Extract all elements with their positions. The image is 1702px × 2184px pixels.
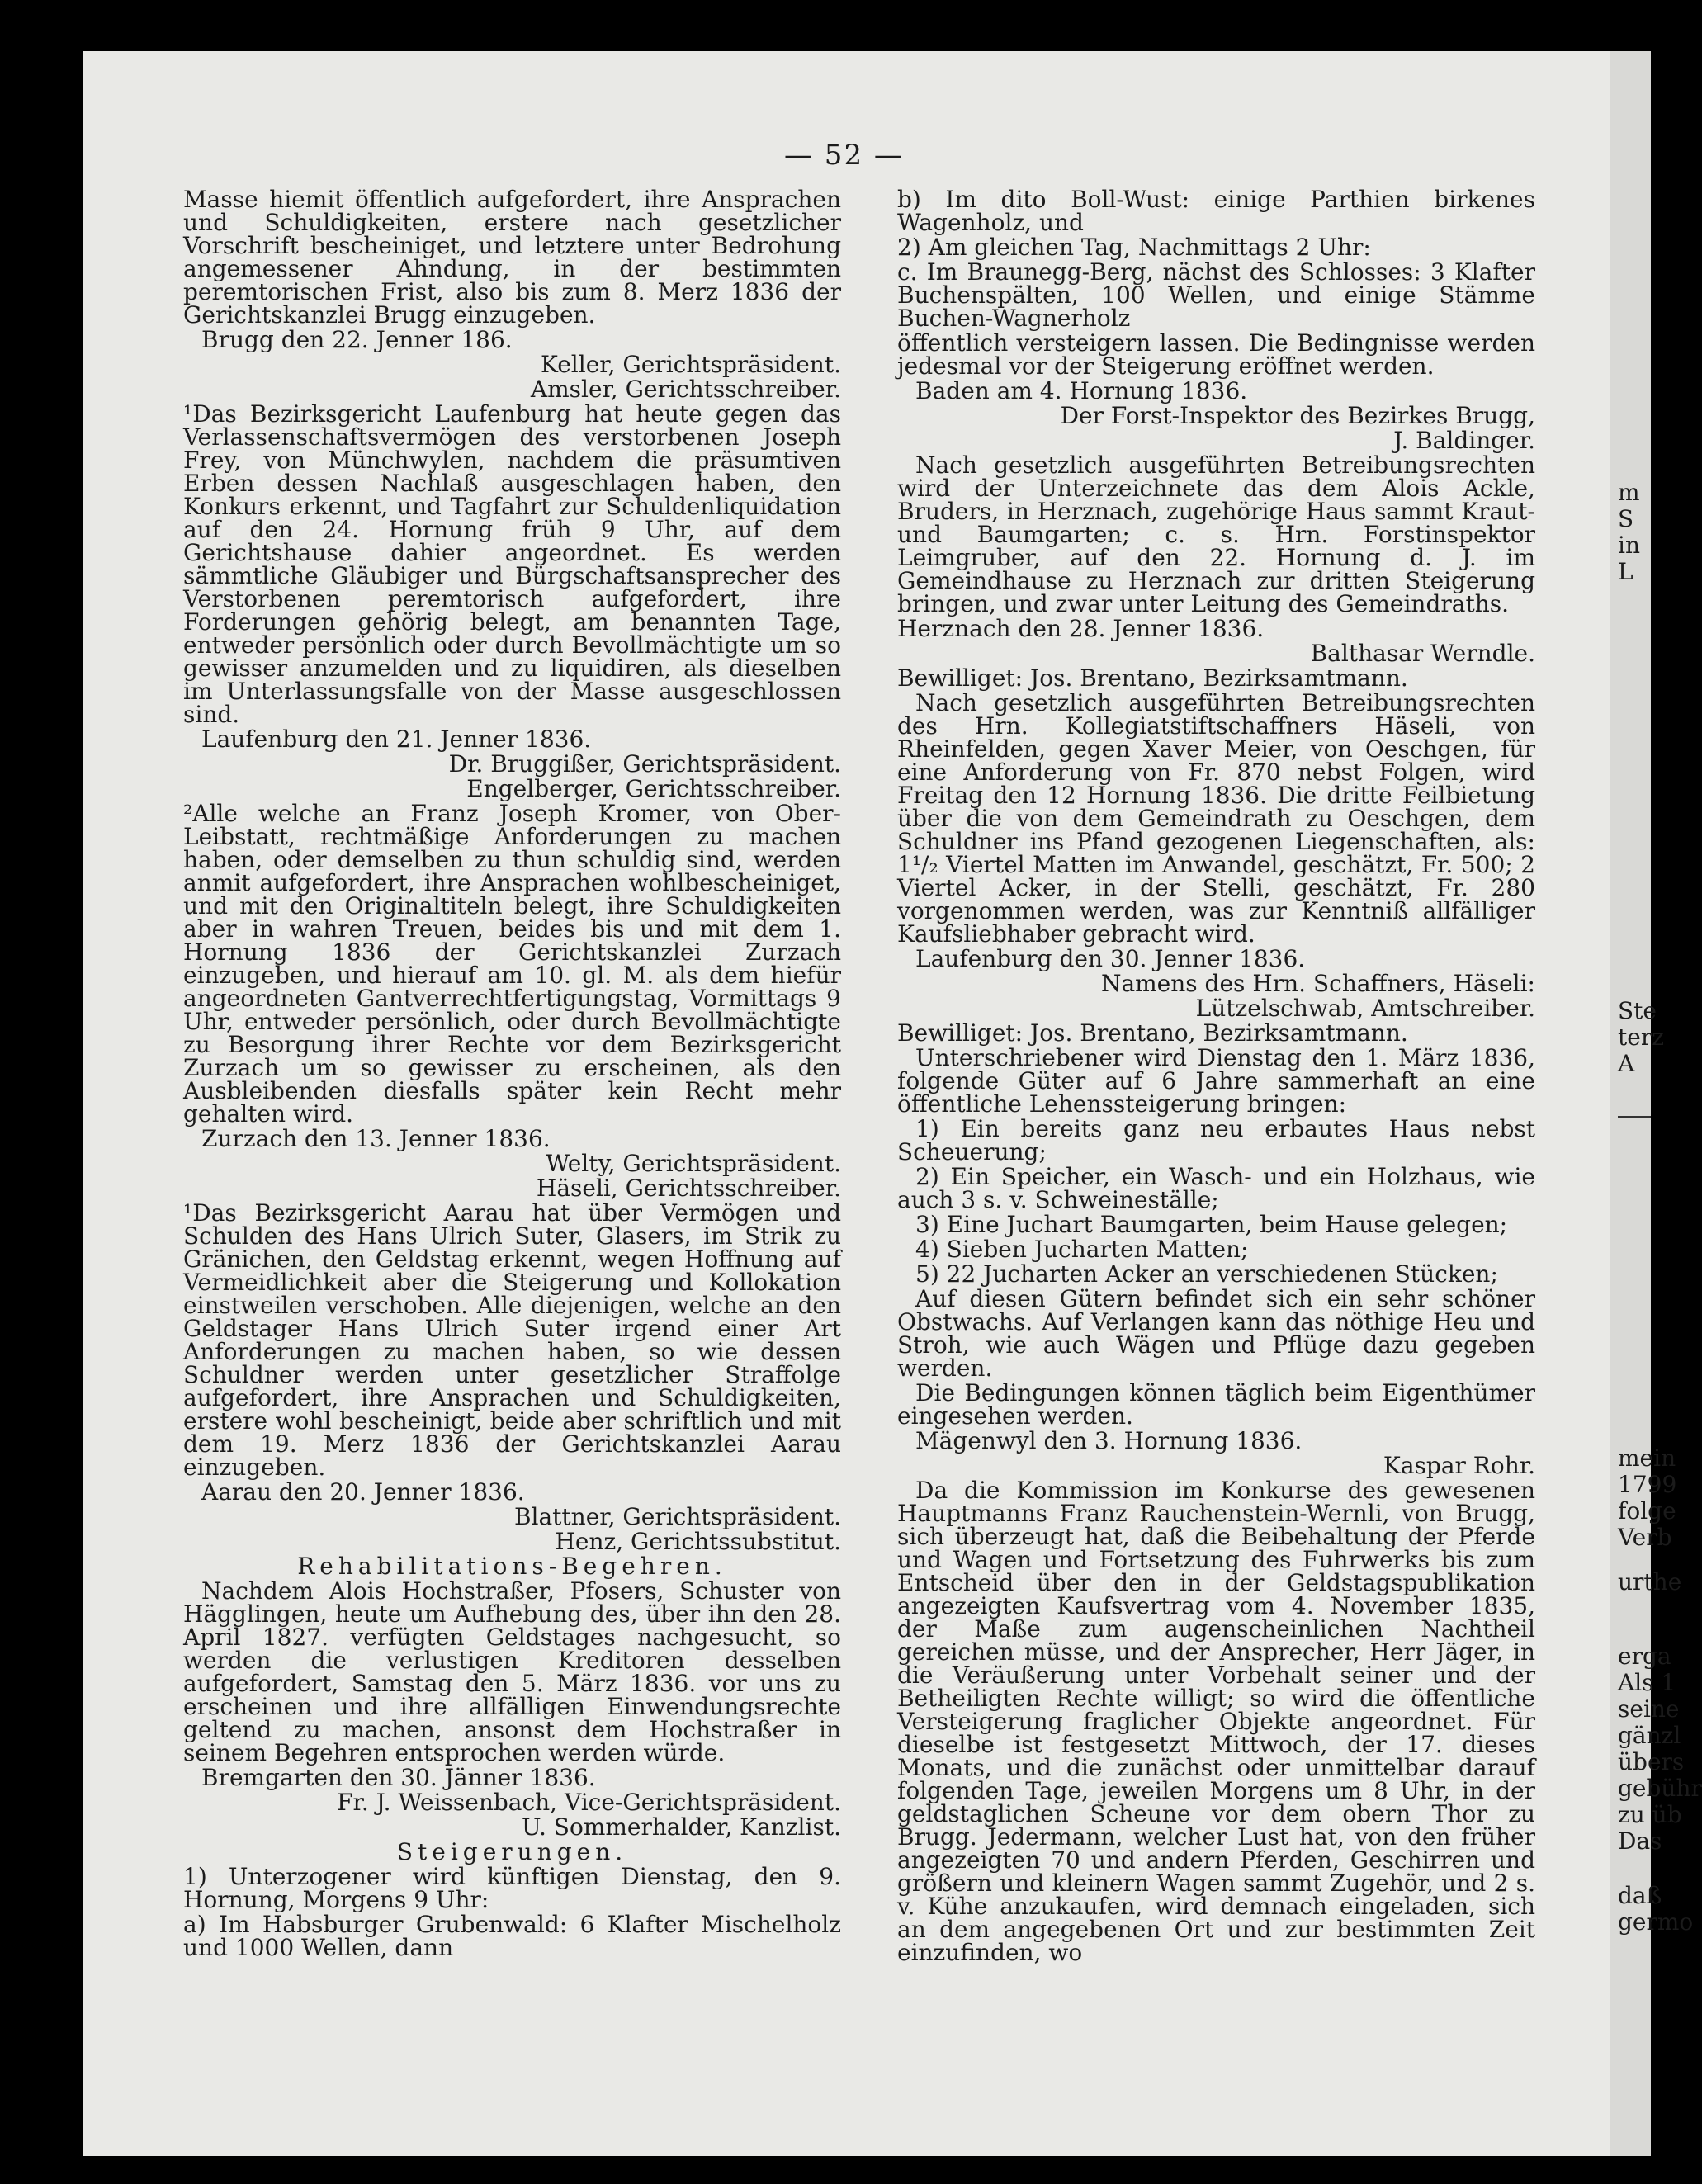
left-column-paragraph: Zurzach den 13. Jenner 1836. <box>201 1125 551 1152</box>
margin-fragment: zu üb <box>1618 1801 1682 1828</box>
margin-fragment: Ste <box>1618 997 1657 1024</box>
left-column-paragraph: ¹Das Bezirksgericht Aarau hat über Vermögen und Schulden des Hans Ulrich Suter, Glasers, im Strik zu Gränichen, den Geldstag erkennt, wegen Hoffnung auf Vermeidlichkeit aber die Steigerung und Kollokation einstweilen verschoben. Alle diejenigen, welche an den Geldstager Hans Ulrich Suter irgend einer Art Anforderungen zu machen haben, so wie dessen Schuldner werden unter gesetzlicher Straffolge aufgefordert, ihre Ansprachen und Schuldigkeiten, erstere wohl bescheinigt, beide aber schriftlich und mit dem 19. Merz 1836 der Gerichtskanzlei Aarau einzugeben. <box>183 1199 841 1481</box>
right-column-paragraph: 2) Am gleichen Tag, Nachmittags 2 Uhr: <box>897 234 1371 261</box>
margin-fragment: terz <box>1618 1023 1664 1051</box>
left-column-paragraph: Henz, Gerichtssubstitut. <box>555 1528 841 1555</box>
left-column-paragraph: Bremgarten den 30. Jänner 1836. <box>201 1764 596 1791</box>
right-column-paragraph: Der Forst-Inspektor des Bezirkes Brugg, <box>1060 402 1535 429</box>
left-column-paragraph: Blattner, Gerichtspräsident. <box>513 1503 841 1530</box>
margin-fragment: S <box>1618 505 1634 532</box>
right-column-paragraph: Mägenwyl den 3. Hornung 1836. <box>915 1427 1303 1454</box>
left-column-paragraph: Steigerungen. <box>396 1838 628 1865</box>
right-column-paragraph: Unterschriebener wird Dienstag den 1. März 1836, folgende Güter auf 6 Jahre sammerhaft an eine öffentliche Lehenssteigerung bringen: <box>897 1044 1535 1118</box>
left-column-paragraph: Keller, Gerichtspräsident. <box>541 351 841 378</box>
margin-fragment: Das <box>1618 1827 1662 1855</box>
left-column-paragraph: Rehabilitations-Begehren. <box>297 1553 727 1580</box>
margin-fragment: L <box>1618 558 1633 585</box>
right-column-paragraph: Die Bedingungen können täglich beim Eigenthümer eingesehen werden. <box>897 1379 1535 1430</box>
margin-fragment: m <box>1618 479 1640 506</box>
margin-fragment: gänzl <box>1618 1722 1681 1749</box>
right-column-paragraph: Herznach den 28. Jenner 1836. <box>897 615 1265 642</box>
margin-fragment: übers <box>1618 1748 1685 1775</box>
left-column-paragraph: ¹Das Bezirksgericht Laufenburg hat heute gegen das Verlassenschaftsvermögen des verstorbenen Joseph Frey, von Münchwylen, nachdem die präsumtiven Erben dessen Nachlaß ausgeschlagen haben, den Konkurs erkennt, und Tagfahrt zur Schuldenliquidation auf den 24. Hornung früh 9 Uhr, auf dem Gerichtshause dahier angeordnet. Es werden sämmtliche Gläubiger und Bürgschaftsansprecher des Verstorbenen peremtorisch aufgefordert, ihre Forderungen gehörig belegt, am benannten Tage, entweder persönlich oder durch Bevollmächtigte um so gewisser anzumelden und zu liquidiren, als dieselben im Unterlassungsfalle von der Masse ausgeschlossen sind. <box>183 400 841 728</box>
left-column-paragraph: Laufenburg den 21. Jenner 1836. <box>201 726 592 753</box>
left-column <box>183 188 841 1961</box>
left-column-paragraph: Häseli, Gerichtsschreiber. <box>536 1175 841 1202</box>
right-column-paragraph: Bewilliget: Jos. Brentano, Bezirksamtmann. <box>897 1019 1408 1047</box>
right-column-paragraph: öffentlich versteigern lassen. Die Bedingnisse werden jedesmal vor der Steigerung eröffnet werden. <box>897 329 1535 380</box>
right-column-paragraph: Kaspar Rohr. <box>1383 1452 1535 1479</box>
next-page-margin-fragments <box>1616 51 1702 2156</box>
right-column-paragraph: Auf diesen Gütern befindet sich ein sehr schöner Obstwachs. Auf Verlangen kann das nöthige Heu und Stroh, wie auch Wägen und Pflüge dazu gegeben werden. <box>897 1285 1535 1382</box>
left-column-paragraph: Brugg den 22. Jenner 186. <box>201 326 513 353</box>
left-column-paragraph: Nachdem Alois Hochstraßer, Pfosers, Schuster von Hägglingen, heute um Aufhebung des, über ihn den 28. April 1827. verfügten Geldstages nachgesucht, so werden die verlustigen Kreditoren desselben aufgefordert, Samstag den 5. März 1836. vor uns zu erscheinen und ihre allfälligen Einwendungsrechte geltend zu machen, ansonst dem Hochstraßer in seinem Begehren entsprochen werden würde. <box>183 1577 841 1766</box>
right-column-paragraph: Balthasar Werndle. <box>1310 640 1535 667</box>
margin-fragment: gebühr <box>1618 1775 1702 1802</box>
right-column-paragraph: 3) Eine Juchart Baumgarten, beim Hause gelegen; <box>915 1211 1508 1238</box>
left-column-paragraph: Aarau den 20. Jenner 1836. <box>201 1478 525 1506</box>
right-column-paragraph: Da die Kommission im Konkurse des gewesenen Hauptmanns Franz Rauchenstein-Wernli, von Brugg, sich überzeugt hat, daß die Beibehaltung der Pferde und Wagen und Fortsetzung des Fuhrwerks bis zum Entscheid über den in der Geldstagspublikation angezeigten Kaufsvertrag vom 4. November 1835, der Maße zum augenscheinlichen Nachtheil gereichen müsse, und der Ansprecher, Herr Jäger, in die Veräußerung unter Vorbehalt seiner und der Betheiligten Rechte willigt; so wird die öffentliche Versteigerung fraglicher Objekte angeordnet. Für dieselbe ist festgesetzt Mittwoch, der 17. dieses Monats, und die zunächst oder unmittelbar darauf folgenden Tage, jeweilen Morgens um 8 Uhr, in der geldstaglichen Scheune vor dem obern Thor zu Brugg. Jedermann, welcher Lust hat, von den früher angezeigten 70 und andern Pferden, Geschirren und größern und kleinern Wagen sammt Zugehör, und 2 s. v. Kühe anzukaufen, wird demnach eingeladen, sich an dem angegebenen Ort und zur bestimmten Zeit einzufinden, wo <box>897 1477 1535 1966</box>
right-column-paragraph: J. Baldinger. <box>1393 427 1535 454</box>
margin-fragment: 1799 <box>1618 1471 1677 1498</box>
right-column-paragraph: Lützelschwab, Amtschreiber. <box>1195 995 1535 1022</box>
right-column-paragraph: 4) Sieben Jucharten Matten; <box>915 1236 1249 1263</box>
left-column-paragraph: Fr. J. Weissenbach, Vice-Gerichtspräsident. <box>337 1789 841 1816</box>
right-column-paragraph: 2) Ein Speicher, ein Wasch- und ein Holzhaus, wie auch 3 s. v. Schweineställe; <box>897 1163 1535 1213</box>
right-column-paragraph: Namens des Hrn. Schaffners, Häseli: <box>1100 970 1535 997</box>
right-column-paragraph: b) Im dito Boll-Wust: einige Parthien birkenes Wagenholz, und <box>897 186 1535 236</box>
left-column-paragraph: U. Sommerhalder, Kanzlist. <box>521 1813 841 1841</box>
margin-fragment: daß <box>1618 1882 1662 1909</box>
left-column-paragraph: Engelberger, Gerichtsschreiber. <box>466 775 841 802</box>
margin-fragment: mein <box>1618 1444 1676 1472</box>
margin-fragment: germo <box>1618 1908 1694 1936</box>
margin-fragment: in <box>1618 532 1640 559</box>
left-column-paragraph: Masse hiemit öffentlich aufgefordert, ihre Ansprachen und Schuldigkeiten, erstere nach gesetzlicher Vorschrift bescheiniget, und letztere unter Bedrohung angemessener Ahndung, in der bestimmten peremtorischen Frist, also bis zum 8. Merz 1836 der Gerichtskanzlei Brugg einzugeben. <box>183 186 841 329</box>
margin-fragment: urthe <box>1618 1568 1682 1595</box>
right-column-paragraph: Nach gesetzlich ausgeführten Betreibungsrechten wird der Unterzeichnete das dem Alois Ackle, Bruders, in Herznach, zugehörige Haus sammt Kraut- und Baumgarten; c. s. Hrn. Forstinspektor Leimgruber, auf den 22. Hornung d. J. im Gemeindhause zu Herznach zur dritten Steigerung bringen, und zwar unter Leitung des Gemeindraths. <box>897 451 1535 617</box>
right-column-paragraph: 5) 22 Jucharten Acker an verschiedenen Stücken; <box>915 1260 1498 1288</box>
right-column-paragraph: Bewilliget: Jos. Brentano, Bezirksamtmann. <box>897 664 1408 692</box>
margin-rule <box>1618 1116 1651 1118</box>
margin-fragment: A <box>1618 1050 1635 1077</box>
left-column-paragraph: Welty, Gerichtspräsident. <box>546 1150 841 1177</box>
left-column-paragraph: ²Alle welche an Franz Joseph Kromer, von Ober-Leibstatt, rechtmäßige Anforderungen zu machen haben, oder demselben zu thun schuldig sind, werden anmit aufgefordert, ihre Ansprachen wohlbescheiniget, und mit den Originaltiteln belegt, ihre Schuldigkeiten aber in wahren Treuen, beides bis und mit dem 1. Hornung 1836 der Gerichtskanzlei Zurzach einzugeben, und hierauf am 10. gl. M. als dem hiefür angeordneten Gantverrechtfertigungstag, Vormittags 9 Uhr, entweder persönlich, oder durch Bevollmächtigte zu Besorgung ihrer Rechte vor dem Bezirksgericht Zurzach um so gewisser zu erscheinen, als den Ausbleibenden diesfalls später kein Recht mehr gehalten wird. <box>183 800 841 1127</box>
right-column-paragraph: Baden am 4. Hornung 1836. <box>915 377 1248 404</box>
left-column-paragraph: a) Im Habsburger Grubenwald: 6 Klafter Mischelholz und 1000 Wellen, dann <box>183 1911 841 1961</box>
page-number: — 52 — <box>784 139 904 172</box>
right-column-paragraph: c. Im Braunegg-Berg, nächst des Schlosses: 3 Klafter Buchenspälten, 100 Wellen, und einige Stämme Buchen-Wagnerholz <box>897 258 1535 332</box>
left-column-paragraph: Dr. Bruggißer, Gerichtspräsident. <box>448 750 841 778</box>
left-column-paragraph: 1) Unterzogener wird künftigen Dienstag, den 9. Hornung, Morgens 9 Uhr: <box>183 1863 841 1913</box>
right-column <box>897 188 1535 1966</box>
margin-fragment: Als 1 <box>1618 1669 1676 1696</box>
margin-fragment: folge <box>1618 1497 1676 1525</box>
left-column-paragraph: Amsler, Gerichtsschreiber. <box>530 376 841 403</box>
right-column-paragraph: Laufenburg den 30. Jenner 1836. <box>915 945 1306 972</box>
margin-fragment: Verb <box>1618 1524 1672 1551</box>
margin-fragment: seine <box>1618 1695 1680 1723</box>
right-column-paragraph: Nach gesetzlich ausgeführten Betreibungsrechten des Hrn. Kollegiatstiftschaffners Häseli, von Rheinfelden, gegen Xaver Meier, von Oeschgen, für eine Anforderung von Fr. 870 nebst Folgen, wird Freitag den 12 Hornung 1836. Die dritte Feilbietung über die von dem Gemeindrath zu Oeschgen, dem Schuldner ins Pfand gezogenen Liegenschaften, als: 1¹/₂ Viertel Matten im Anwandel, geschätzt, Fr. 500; 2 Viertel Acker, in der Stelli, geschätzt, Fr. 280 vorgenommen werden, was zur Kenntniß allfälliger Kaufsliebhaber gebracht wird. <box>897 689 1535 948</box>
margin-fragment: erga <box>1618 1643 1671 1670</box>
right-column-paragraph: 1) Ein bereits ganz neu erbautes Haus nebst Scheuerung; <box>897 1115 1535 1165</box>
